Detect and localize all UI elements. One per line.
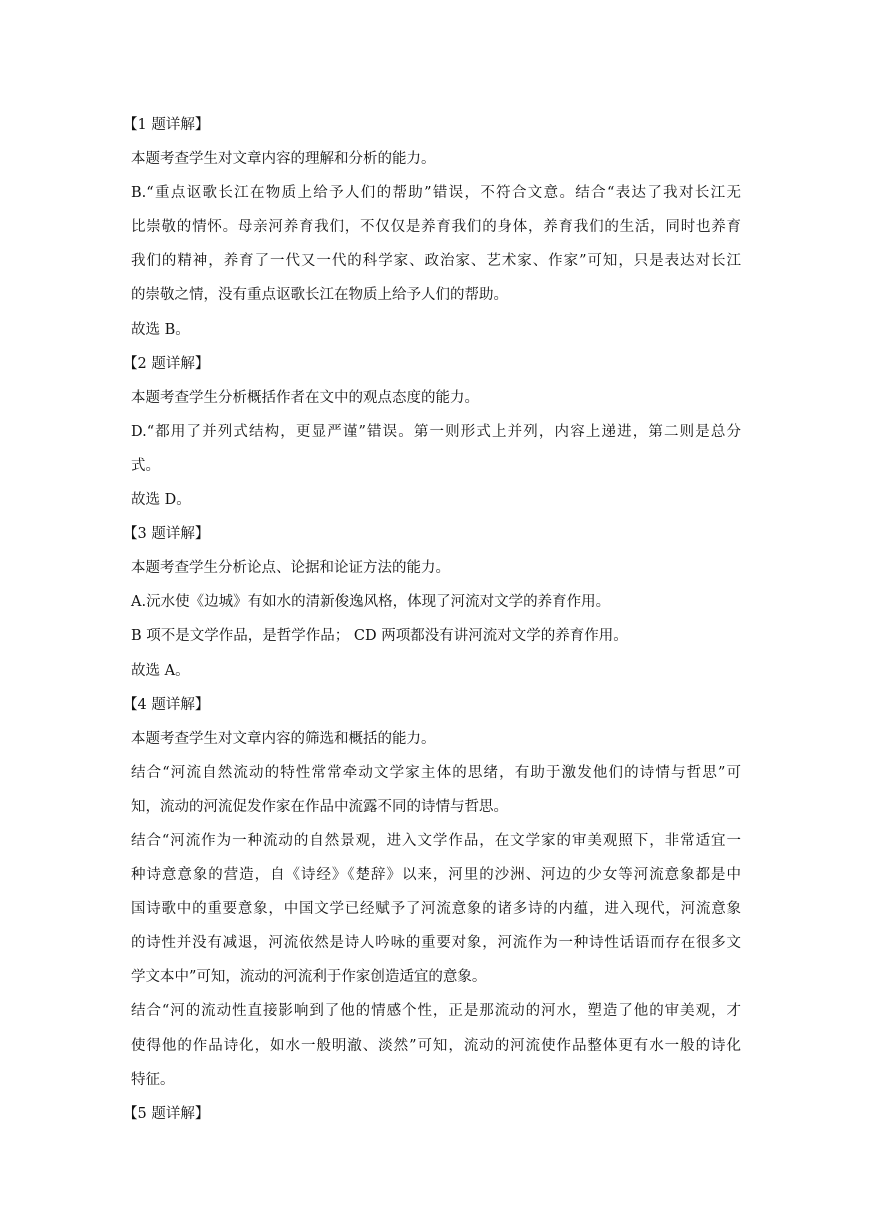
text-line: 式。 [131,457,160,474]
text-line: 国诗歌中的重要意象，中国文学已经赋予了河流意象的诸多诗的内蕴，进入现代，河流意象 [131,901,741,918]
section-heading: 【1 题详解】 [123,117,210,133]
text-line: A.沅水使《边城》有如水的清新俊逸风格，体现了河流对文学的养育作用。 [131,594,611,611]
section-heading: 【5 题详解】 [123,1105,210,1122]
section-heading: 【3 题详解】 [123,526,210,543]
text-line: 结合“河流自然流动的特性常常牵动文学家主体的思绪，有助于激发他们的诗情与哲思”可 [131,764,741,781]
text-line: 本题考查学生对文章内容的理解和分析的能力。 [131,151,436,168]
text-line: 结合“河的流动性直接影响到了他的情感个性，正是那流动的河水，塑造了他的审美观，才 [131,1003,741,1020]
text-line: B 项不是文学作品，是哲学作品； CD 两项都没有讲河流对文学的养育作用。 [131,628,628,645]
text-line: 故选 B。 [131,321,190,338]
text-line: 故选 D。 [131,492,191,509]
text-line: 学文本中”可知，流动的河流利于作家创造适宜的意象。 [131,969,487,986]
text-line: 故选 A。 [131,662,190,679]
text-line: 特征。 [131,1071,175,1088]
text-line: 比崇敬的情怀。母亲河养育我们，不仅仅是养育我们的身体，养育我们的生活，同时也养育 [131,219,741,236]
text-line: D.“都用了并列式结构，更显严谨”错误。第一则形式上并列，内容上递进，第二则是总分 [131,423,741,440]
text-line: B.“重点讴歌长江在物质上给予人们的帮助”错误，不符合文意。结合“表达了我对长江无 [131,185,741,202]
text-line: 的崇敬之情，没有重点讴歌长江在物质上给予人们的帮助。 [131,287,508,304]
text-line: 本题考查学生分析论点、论据和论证方法的能力。 [131,560,450,577]
text-line: 本题考查学生对文章内容的筛选和概括的能力。 [131,730,436,747]
section-heading: 【4 题详解】 [123,696,210,713]
section-heading: 【2 题详解】 [123,355,210,372]
text-line: 我们的精神，养育了一代又一代的科学家、政治家、艺术家、作家”可知，只是表达对长江 [131,253,741,270]
text-line: 知，流动的河流促发作家在作品中流露不同的诗情与哲思。 [131,798,508,815]
text-line: 种诗意意象的营造，自《诗经》《楚辞》以来，河里的沙洲、河边的少女等河流意象都是中 [131,867,741,884]
text-line: 的诗性并没有减退，河流依然是诗人吟咏的重要对象，河流作为一种诗性话语而存在很多文 [131,935,741,952]
text-line: 本题考查学生分析概括作者在文中的观点态度的能力。 [131,389,479,406]
text-line: 结合“河流作为一种流动的自然景观，进入文学作品，在文学家的审美观照下，非常适宜一 [131,832,741,849]
answer-explanation-body [123,108,741,1131]
text-line: 使得他的作品诗化，如水一般明澈、淡然”可知，流动的河流使作品整体更有水一般的诗化 [131,1037,741,1054]
